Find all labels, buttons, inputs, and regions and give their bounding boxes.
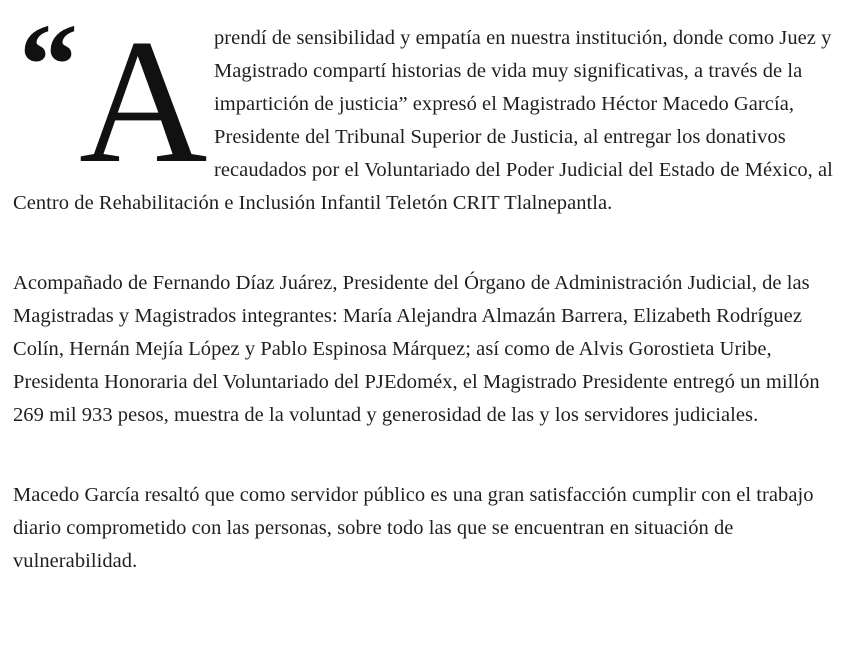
paragraph-1 [13, 0, 849, 220]
paragraph-2: Acompañado de Fernando Díaz Juárez, Presidente del Órgano de Administración Judicial, de las Magistradas y Magistrados integrantes: María Alejandra Almazán Barrera, Elizabeth Rodríguez Colín, Hernán Mejía López y Pablo Espinosa Márquez; así como de Alvis Gorostieta Uribe, Presidenta Honoraria del Voluntariado del PJEdoméx, el Magistrado Presidente entregó un millón 269 mil 933 pesos, muestra de la voluntad y generosidad de las y los servidores judiciales. [13, 272, 820, 426]
paragraph-1-text: prendí de sensibilidad y empatía en nuestra institución, donde como Juez y Magistrado compartí historias de vida muy significativas, a través de la impartición de justicia” expresó el Magistrado Héctor Macedo García, Presidente del Tribunal Superior de Justicia, al entregar los donativos recaudados por el Voluntariado del Poder Judicial del Estado de México, al Centro de Rehabilitación e Inclusión Infantil Teletón CRIT Tlalnepantla. [13, 27, 833, 214]
drop-cap-letter: A [79, 2, 208, 200]
paragraph-3: Macedo García resaltó que como servidor público es una gran satisfacción cumplir con el trabajo diario comprometido con las personas, sobre todo las que se encuentran en situación de vulnerabilidad. [13, 484, 814, 572]
drop-cap [13, 0, 214, 200]
article-body [13, 0, 849, 578]
opening-quote-mark: “ [19, 0, 79, 130]
